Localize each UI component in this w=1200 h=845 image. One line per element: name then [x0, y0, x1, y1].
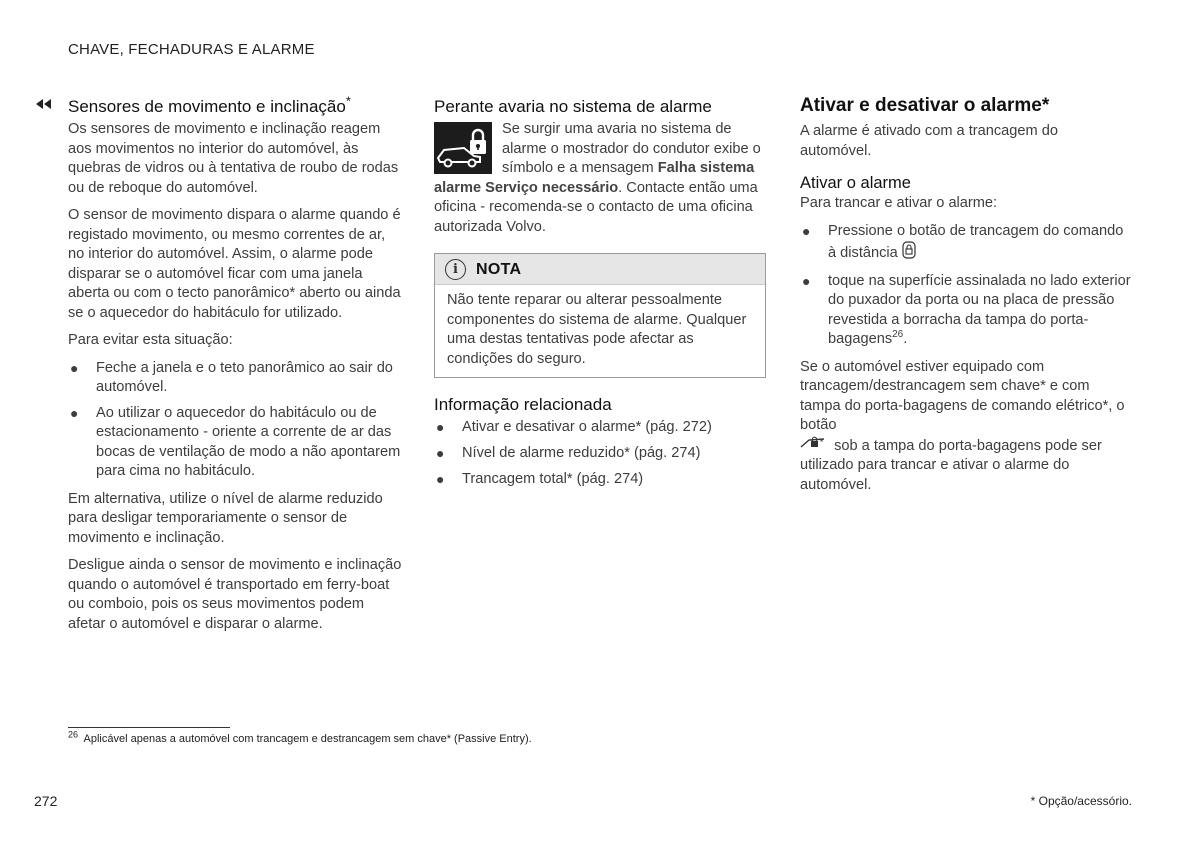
alarm-fault-car-lock-icon	[434, 122, 492, 174]
list-item: ● Pressione o botão de trancagem do comando à distância	[800, 222, 1132, 266]
related-links-list	[434, 418, 766, 490]
paragraph: Desligue ainda o sensor de movimento e inclinação quando o automóvel é transportado em ferry-boat ou comboio, pois os seus movimentos podem afetar o automóvel e disparar o alarme.	[68, 557, 402, 632]
tailgate-lock-button-icon	[800, 436, 830, 457]
column-activate-alarm	[800, 94, 1132, 503]
sub-heading: Ativar o alarme	[800, 174, 911, 192]
section-title: Ativar e desativar o alarme*	[800, 95, 1050, 116]
related-link[interactable]: ● Nível de alarme reduzido* (pág. 274)	[436, 445, 701, 461]
svg-text:*: *	[820, 437, 824, 447]
info-icon: i	[445, 259, 466, 280]
paragraph: Em alternativa, utilize o nível de alarme reduzido para desligar temporariamente o sensor de movimento e inclinação.	[68, 490, 383, 546]
column-alarm-fault	[434, 96, 766, 498]
footnote: $^{26}$ Aplicável apenas a automóvel com trancagem e destrancagem sem chave* (Passive Entry).	[68, 729, 532, 745]
warning-message: Falha sistema alarme Serviço necessário	[434, 160, 755, 196]
section-heading: Sensores de movimento e inclinação*	[68, 93, 351, 116]
list-item: ● Feche a janela e o teto panorâmico ao sair do automóvel.	[70, 359, 393, 395]
note-body: Não tente reparar ou alterar pessoalmente componentes do sistema de alarme. Qualquer uma destas tentativas pode afectar as condições do seguro.	[447, 292, 747, 367]
bullet-list	[68, 359, 403, 482]
paragraph: A alarme é ativado com a trancagem do automóvel.	[800, 123, 1058, 159]
list-item: ● Ao utilizar o aquecedor do habitáculo ou de estacionamento - oriente a corrente de ar das bocas de ventilação de modo a não apontarem para cima no habitáculo.	[70, 404, 401, 479]
paragraph: Para trancar e ativar o alarme:	[800, 195, 998, 211]
paragraph: Para evitar esta situação:	[68, 332, 233, 348]
paragraph: Se o automóvel estiver equipado com trancagem/destrancagem sem chave* e com tampa do porta-bagagens de comando elétrico*, o botão	[800, 358, 1125, 433]
option-accessory-note: * Opção/acessório.	[1030, 794, 1132, 808]
paragraph: * sob a tampa do porta-bagagens pode ser utilizado para trancar e ativar o alarme do automóvel.	[800, 437, 1102, 493]
related-link[interactable]: ● Trancagem total* (pág. 274)	[436, 471, 644, 487]
double-chevron-left-icon	[36, 99, 52, 109]
paragraph: Os sensores de movimento e inclinação reagem aos movimentos no interior do automóvel, às quebras de vidros ou à tentativa de roubo de rodas ou de reboque do automóvel.	[68, 121, 399, 196]
footnote-divider	[68, 727, 230, 728]
remote-lock-icon	[902, 241, 916, 266]
back-arrows-icon[interactable]	[36, 97, 52, 112]
section-heading: Perante avaria no sistema de alarme	[434, 97, 712, 116]
bullet-list	[800, 222, 1132, 350]
warning-block: Se surgir uma avaria no sistema de alarme o mostrador do condutor exibe o símbolo e a mensagem Falha sistema alarme Serviço necessário. Contacte então uma oficina - recomenda-se o contacto de uma oficina autorizada Volvo.	[434, 121, 761, 235]
list-item: ● toque na superfície assinalada no lado exterior do puxador da porta ou na placa de pressão revestida a borracha da tampa do porta-bagagens$^{26}$.	[802, 272, 1131, 347]
related-info-heading: Informação relacionada	[434, 395, 612, 414]
page-number: 272	[34, 793, 58, 809]
paragraph: O sensor de movimento dispara o alarme quando é registado movimento, ou mesmo correntes de ar, no interior do automóvel. Assim, o alarme pode disparar se o automóvel ficar com uma janela aberta ou com o tecto panorâmico* aberto ou ainda se o aquecedor do habitáculo for utilizado.	[68, 207, 401, 321]
related-link[interactable]: ● Ativar e desativar o alarme* (pág. 272)	[436, 419, 712, 435]
column-motion-sensors	[68, 93, 403, 642]
note-header: i NOTA	[435, 254, 765, 285]
page-header: CHAVE, FECHADURAS E ALARME	[68, 41, 315, 58]
note-box	[434, 253, 766, 378]
